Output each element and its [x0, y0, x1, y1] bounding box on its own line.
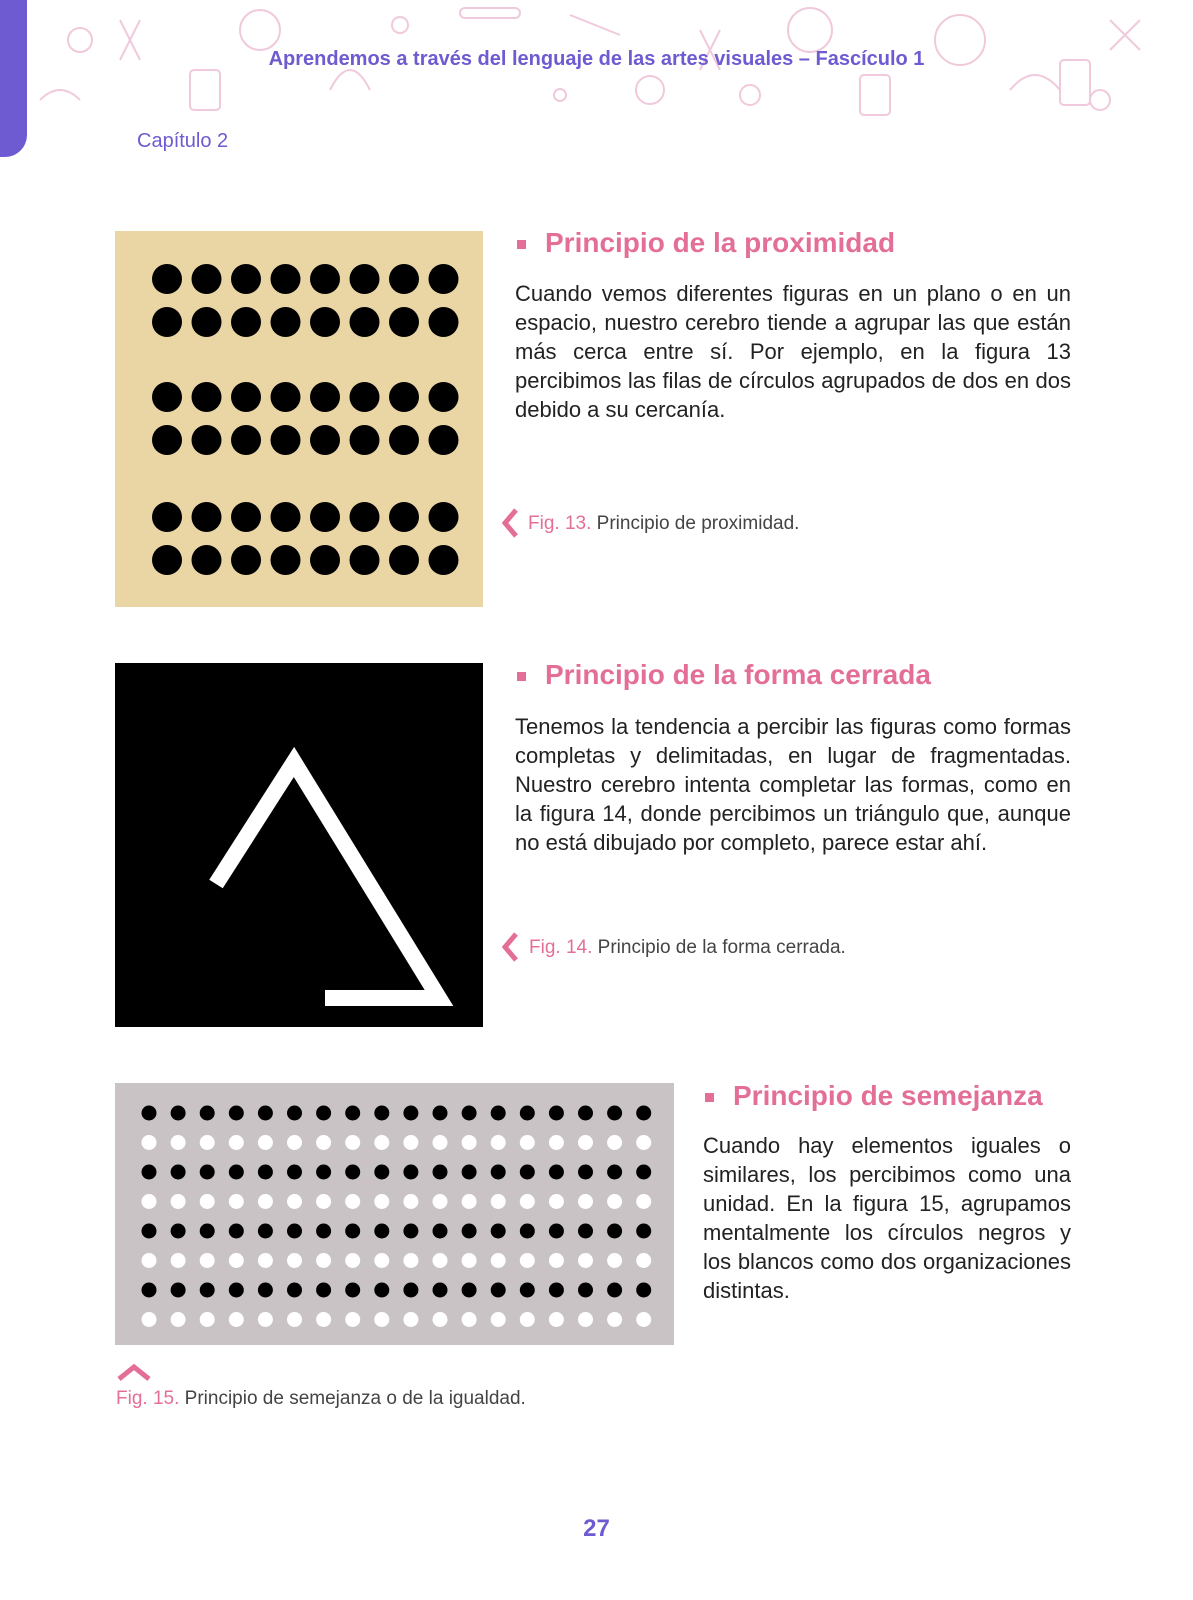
proximity-dot — [231, 382, 261, 412]
proximity-dot — [152, 382, 182, 412]
proximity-dot — [271, 425, 301, 455]
section-heading-proximity: Principio de la proximidad — [545, 227, 896, 258]
white-dot — [171, 1194, 186, 1209]
proximity-dot — [152, 502, 182, 532]
proximity-dot — [389, 425, 419, 455]
white-dot — [403, 1135, 418, 1150]
white-dot — [171, 1312, 186, 1327]
white-dot — [287, 1312, 302, 1327]
caption-number: Fig. 13. — [528, 513, 592, 534]
proximity-dot — [271, 307, 301, 337]
white-dot — [636, 1194, 651, 1209]
black-dot — [229, 1224, 244, 1239]
proximity-dot — [389, 382, 419, 412]
black-dot — [200, 1106, 215, 1121]
white-dot — [578, 1312, 593, 1327]
white-dot — [520, 1135, 535, 1150]
black-dot — [171, 1165, 186, 1180]
black-dot — [229, 1283, 244, 1298]
black-dot — [316, 1165, 331, 1180]
white-dot — [258, 1194, 273, 1209]
black-dot — [287, 1165, 302, 1180]
white-dot — [142, 1312, 157, 1327]
proximity-dot — [310, 382, 340, 412]
white-dot — [142, 1135, 157, 1150]
black-dot — [316, 1106, 331, 1121]
white-dot — [549, 1194, 564, 1209]
white-dot — [491, 1253, 506, 1268]
white-dot — [578, 1194, 593, 1209]
black-dot — [607, 1165, 622, 1180]
black-dot — [462, 1106, 477, 1121]
white-dot — [374, 1194, 389, 1209]
black-dot — [607, 1106, 622, 1121]
white-dot — [433, 1312, 448, 1327]
white-dot — [345, 1135, 360, 1150]
white-dot — [316, 1253, 331, 1268]
bullet-marker — [517, 672, 526, 681]
white-dot — [287, 1253, 302, 1268]
black-dot — [462, 1165, 477, 1180]
figure-15-caption — [116, 1388, 526, 1410]
black-dot — [491, 1224, 506, 1239]
black-dot — [549, 1106, 564, 1121]
page-number: 27 — [583, 1515, 610, 1542]
proximity-dot — [429, 425, 459, 455]
white-dot — [316, 1194, 331, 1209]
caption-number: Fig. 14. — [529, 937, 593, 958]
black-dot — [403, 1165, 418, 1180]
black-dot — [433, 1165, 448, 1180]
black-dot — [258, 1224, 273, 1239]
caption-text: Principio de semejanza o de la igualdad. — [184, 1388, 526, 1409]
black-dot — [287, 1106, 302, 1121]
proximity-dot — [152, 264, 182, 294]
proximity-dot — [389, 264, 419, 294]
black-dot — [491, 1106, 506, 1121]
proximity-dot — [271, 502, 301, 532]
section-text-closure: Tenemos la tendencia a percibir las figuras como formas completas y delimitadas, en lugar de fragmentadas. Nuestro cerebro intenta completar las formas, como en la figura 14, donde percibimos un triángulo que, aunque no está dibujado por completo, parece estar ahí. — [515, 714, 1071, 855]
proximity-dot — [429, 307, 459, 337]
proximity-dot — [231, 264, 261, 294]
white-dot — [549, 1135, 564, 1150]
black-dot — [287, 1224, 302, 1239]
black-dot — [142, 1106, 157, 1121]
white-dot — [142, 1194, 157, 1209]
black-dot — [578, 1224, 593, 1239]
black-dot — [491, 1165, 506, 1180]
black-dot — [403, 1224, 418, 1239]
white-dot — [491, 1135, 506, 1150]
proximity-dot — [192, 545, 222, 575]
white-dot — [462, 1312, 477, 1327]
figure-13-proximity — [115, 231, 483, 607]
white-dot — [520, 1194, 535, 1209]
black-dot — [520, 1283, 535, 1298]
white-dot — [607, 1253, 622, 1268]
white-dot — [200, 1135, 215, 1150]
black-dot — [578, 1106, 593, 1121]
black-dot — [345, 1165, 360, 1180]
proximity-dot — [350, 502, 380, 532]
black-dot — [520, 1224, 535, 1239]
white-dot — [433, 1135, 448, 1150]
white-dot — [520, 1253, 535, 1268]
white-dot — [345, 1312, 360, 1327]
white-dot — [345, 1194, 360, 1209]
black-dot — [549, 1165, 564, 1180]
white-dot — [316, 1312, 331, 1327]
black-dot — [374, 1165, 389, 1180]
black-dot — [520, 1106, 535, 1121]
proximity-dot — [310, 307, 340, 337]
proximity-dot — [429, 545, 459, 575]
white-dot — [403, 1194, 418, 1209]
white-dot — [491, 1312, 506, 1327]
proximity-dot — [350, 382, 380, 412]
black-dot — [636, 1106, 651, 1121]
black-dot — [607, 1224, 622, 1239]
white-dot — [607, 1312, 622, 1327]
figure-14-caption — [529, 937, 846, 959]
proximity-dot — [310, 545, 340, 575]
white-dot — [403, 1312, 418, 1327]
chapter-tab — [0, 0, 27, 157]
white-dot — [578, 1253, 593, 1268]
proximity-dot — [350, 545, 380, 575]
figure-15-similarity — [115, 1083, 674, 1345]
white-dot — [287, 1135, 302, 1150]
caption-text: Principio de proximidad. — [596, 513, 800, 534]
black-dot — [520, 1165, 535, 1180]
white-dot — [374, 1135, 389, 1150]
proximity-dot — [152, 425, 182, 455]
proximity-dot — [350, 425, 380, 455]
black-dot — [258, 1165, 273, 1180]
black-dot — [636, 1283, 651, 1298]
proximity-dot — [429, 382, 459, 412]
proximity-dot — [192, 425, 222, 455]
white-dot — [258, 1312, 273, 1327]
section-text-similarity: Cuando hay elementos iguales o similares, los percibimos como una unidad. En la figura 15, agrupamos mentalmente los círculos negros y los blancos como dos organizaciones distintas. — [703, 1133, 1071, 1303]
white-dot — [200, 1253, 215, 1268]
chapter-label: Capítulo 2 — [137, 130, 229, 152]
white-dot — [374, 1253, 389, 1268]
black-dot — [433, 1106, 448, 1121]
black-dot — [171, 1283, 186, 1298]
white-dot — [171, 1135, 186, 1150]
black-dot — [636, 1165, 651, 1180]
white-dot — [549, 1312, 564, 1327]
white-dot — [374, 1312, 389, 1327]
white-dot — [462, 1194, 477, 1209]
black-dot — [345, 1106, 360, 1121]
black-dot — [578, 1283, 593, 1298]
black-dot — [171, 1106, 186, 1121]
black-dot — [462, 1224, 477, 1239]
proximity-dot — [231, 502, 261, 532]
white-dot — [636, 1135, 651, 1150]
black-dot — [200, 1283, 215, 1298]
caption-text: Principio de la forma cerrada. — [597, 937, 846, 958]
proximity-dot — [310, 264, 340, 294]
black-dot — [491, 1283, 506, 1298]
white-dot — [549, 1253, 564, 1268]
white-dot — [229, 1312, 244, 1327]
proximity-dot — [192, 382, 222, 412]
black-dot — [578, 1165, 593, 1180]
black-dot — [229, 1165, 244, 1180]
proximity-dot — [271, 264, 301, 294]
proximity-dot — [429, 264, 459, 294]
white-dot — [636, 1253, 651, 1268]
black-dot — [316, 1224, 331, 1239]
black-dot — [229, 1106, 244, 1121]
caption-number: Fig. 15. — [116, 1388, 180, 1409]
bullet-marker — [517, 240, 526, 249]
black-dot — [374, 1224, 389, 1239]
proximity-dot — [429, 502, 459, 532]
black-dot — [433, 1283, 448, 1298]
white-dot — [200, 1194, 215, 1209]
proximity-dot — [310, 502, 340, 532]
black-dot — [549, 1283, 564, 1298]
white-dot — [316, 1135, 331, 1150]
proximity-dot — [310, 425, 340, 455]
white-dot — [229, 1135, 244, 1150]
black-dot — [636, 1224, 651, 1239]
white-dot — [433, 1194, 448, 1209]
black-dot — [607, 1283, 622, 1298]
white-dot — [287, 1194, 302, 1209]
proximity-dot — [350, 264, 380, 294]
figure-15-background — [115, 1083, 674, 1345]
black-dot — [403, 1106, 418, 1121]
white-dot — [345, 1253, 360, 1268]
proximity-dot — [231, 545, 261, 575]
black-dot — [142, 1165, 157, 1180]
white-dot — [433, 1253, 448, 1268]
white-dot — [520, 1312, 535, 1327]
black-dot — [345, 1224, 360, 1239]
white-dot — [229, 1194, 244, 1209]
proximity-dot — [192, 264, 222, 294]
black-dot — [258, 1283, 273, 1298]
black-dot — [374, 1283, 389, 1298]
black-dot — [403, 1283, 418, 1298]
chevron-left-icon — [500, 508, 520, 538]
section-heading-closure: Principio de la forma cerrada — [545, 659, 931, 690]
section-text-proximity: Cuando vemos diferentes figuras en un plano o en un espacio, nuestro cerebro tiende a agrupar las que están más cerca entre sí. Por ejemplo, en la figura 13 percibimos las filas de círculos agrupados de dos en dos debido a su cercanía. — [515, 281, 1071, 422]
white-dot — [578, 1135, 593, 1150]
black-dot — [171, 1224, 186, 1239]
proximity-dot — [389, 502, 419, 532]
black-dot — [200, 1224, 215, 1239]
white-dot — [258, 1253, 273, 1268]
white-dot — [229, 1253, 244, 1268]
white-dot — [200, 1312, 215, 1327]
black-dot — [142, 1224, 157, 1239]
black-dot — [287, 1283, 302, 1298]
proximity-dot — [192, 307, 222, 337]
proximity-dot — [350, 307, 380, 337]
chevron-left-icon — [500, 932, 520, 962]
proximity-dot — [389, 307, 419, 337]
white-dot — [607, 1135, 622, 1150]
white-dot — [607, 1194, 622, 1209]
section-heading-similarity: Principio de semejanza — [733, 1080, 1043, 1111]
fascicle-title: Aprendemos a través del lenguaje de las artes visuales – Fascículo 1 — [268, 48, 925, 70]
proximity-dot — [389, 545, 419, 575]
black-dot — [200, 1165, 215, 1180]
proximity-dot — [231, 307, 261, 337]
chevron-up-icon — [117, 1362, 151, 1382]
white-dot — [462, 1135, 477, 1150]
bullet-marker — [705, 1093, 714, 1102]
figure-13-caption — [528, 513, 799, 535]
black-dot — [142, 1283, 157, 1298]
black-dot — [462, 1283, 477, 1298]
proximity-dot — [271, 545, 301, 575]
black-dot — [549, 1224, 564, 1239]
black-dot — [258, 1106, 273, 1121]
proximity-dot — [152, 545, 182, 575]
white-dot — [491, 1194, 506, 1209]
proximity-dot — [192, 502, 222, 532]
white-dot — [258, 1135, 273, 1150]
white-dot — [636, 1312, 651, 1327]
black-dot — [316, 1283, 331, 1298]
proximity-dot — [271, 382, 301, 412]
white-dot — [171, 1253, 186, 1268]
white-dot — [142, 1253, 157, 1268]
proximity-dot — [152, 307, 182, 337]
proximity-dot — [231, 425, 261, 455]
black-dot — [433, 1224, 448, 1239]
figure-14-closure — [115, 663, 483, 1027]
white-dot — [403, 1253, 418, 1268]
black-dot — [345, 1283, 360, 1298]
white-dot — [462, 1253, 477, 1268]
black-dot — [374, 1106, 389, 1121]
